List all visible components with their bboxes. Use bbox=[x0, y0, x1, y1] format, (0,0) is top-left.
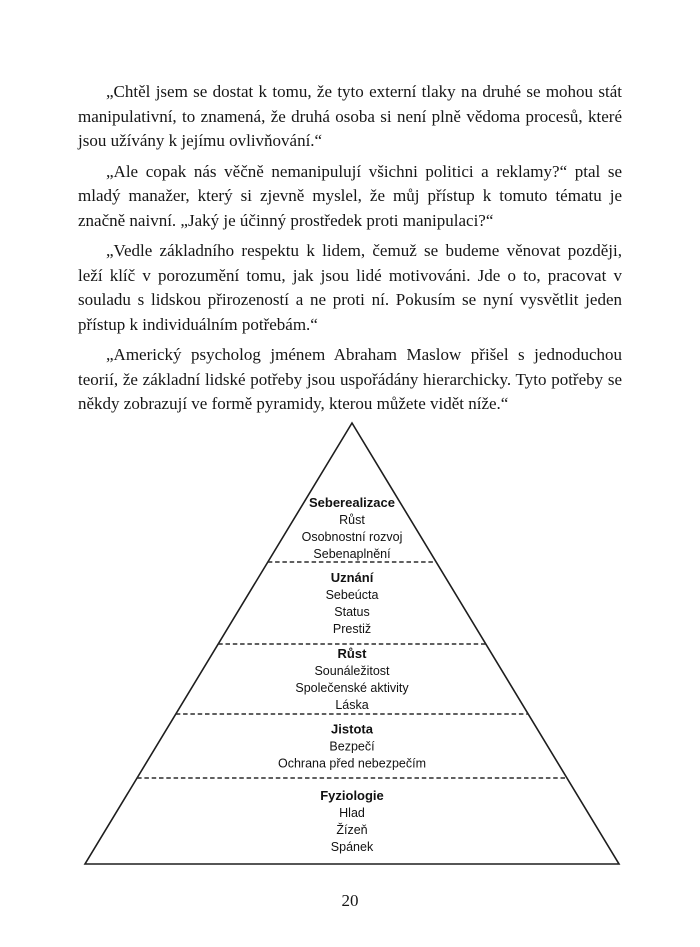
paragraph: „Ale copak nás věčně nemanipulují všichni politici a reklamy?“ ptal se mladý manažer, který si zjevně myslel, že můj přístup k tomuto tématu je značně naivní. „Jaký je účinný prostředek proti manipulaci?“ bbox=[78, 161, 622, 230]
pyramid-level-title: Jistota bbox=[331, 721, 373, 737]
maslow-pyramid-diagram bbox=[0, 412, 700, 882]
pyramid-level-title: Růst bbox=[337, 646, 367, 661]
pyramid-level-item: Hlad bbox=[339, 806, 365, 820]
pyramid-level-item: Láska bbox=[335, 698, 369, 712]
body-text bbox=[78, 80, 622, 423]
pyramid-level-item: Bezpečí bbox=[329, 739, 375, 754]
pyramid-level-item: Sounáležitost bbox=[314, 664, 390, 678]
paragraph: „Chtěl jsem se dostat k tomu, že tyto externí tlaky na druhé se mohou stát manipulativní, to znamená, že druhá osoba si není plně vědoma procesů, které jsou užívány k jejímu ovlivňování.“ bbox=[78, 82, 622, 150]
pyramid-level-title: Seberealizace bbox=[308, 495, 396, 510]
pyramid-level-item: Spánek bbox=[330, 840, 374, 854]
pyramid-level-item: Sebenaplnění bbox=[313, 547, 391, 561]
pyramid-level-item: Růst bbox=[339, 513, 365, 527]
pyramid-level-item: Status bbox=[334, 605, 370, 619]
pyramid-level-item: Sebeúcta bbox=[325, 588, 379, 602]
pyramid-level-item: Ochrana před nebezpečím bbox=[277, 756, 427, 771]
pyramid-level-item: Prestiž bbox=[332, 622, 372, 636]
pyramid-level-item: Společenské aktivity bbox=[295, 681, 409, 695]
paragraph: „Americký psycholog jménem Abraham Maslow přišel s jednoduchou teorií, že základní lidské potřeby jsou uspořádány hierarchicky. Tyto potřeby se někdy zobrazují ve formě pyramidy, kterou můžete vidět níže.“ bbox=[78, 345, 622, 413]
page-number: 20 bbox=[341, 891, 359, 910]
pyramid-level-title: Fyziologie bbox=[320, 788, 384, 803]
pyramid-level-item: Žízeň bbox=[336, 823, 368, 837]
paragraph: „Vedle základního respektu k lidem, čemuž se budeme věnovat později, leží klíč v porozumění tomu, jak jsou lidé motivováni. Jde o to, pracovat v souladu s lidskou přirozeností a ne proti ní. Pokusím se nyní vysvětlit jeden přístup k individuálním potřebám.“ bbox=[78, 241, 622, 334]
pyramid-level-title: Uznání bbox=[330, 570, 374, 585]
pyramid-level-item: Osobnostní rozvoj bbox=[301, 530, 403, 544]
